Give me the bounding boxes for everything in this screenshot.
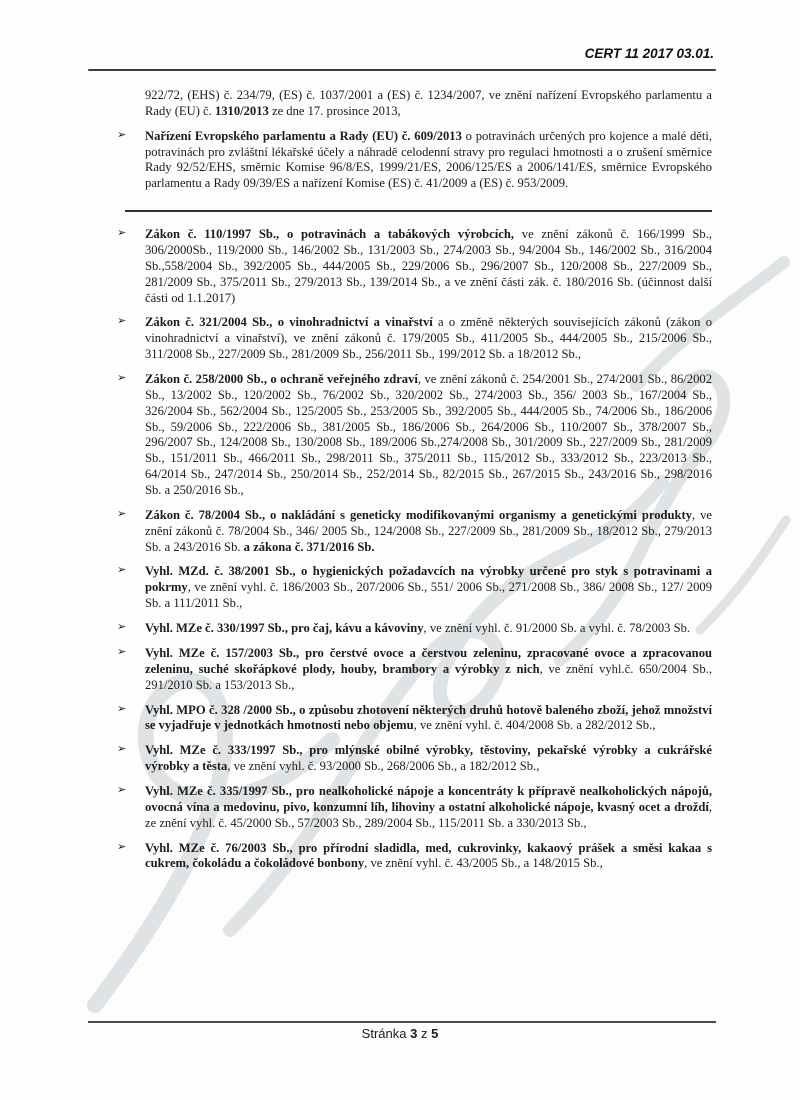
law-amendments-text: , ve znění vyhl. č. 91/2000 Sb. a vyhl. č. 78/2003 Sb.: [423, 621, 691, 636]
arrow-bullet-icon: ➢: [117, 743, 127, 756]
arrow-bullet-icon: ➢: [117, 315, 127, 328]
law-title-text: Vyhl. MZd. č. 38/2001 Sb., o hygienických požadavcích na výrobky určené pro styk s potravinami a pokrmy: [145, 564, 712, 595]
law-title-text: Zákon č. 321/2004 Sb., o vinohradnictví a vinařství: [145, 315, 433, 330]
document-body: [117, 88, 713, 1020]
list-item-text: [145, 227, 712, 304]
law-amendments-text: , ve znění vyhl. č. 186/2003 Sb., 207/2006 Sb., 551/ 2006 Sb., 271/2008 Sb., 386/ 2008 Sb., 127/ 2009 Sb. a 111/2011 Sb.,: [145, 580, 712, 611]
list-item-text: [145, 703, 712, 733]
law-amendments-text: , ve znění vyhl. č. 43/2005 Sb., a 148/2015 Sb.,: [364, 856, 603, 871]
list-item: [117, 372, 712, 499]
eu-regulation-list: [117, 128, 713, 192]
list-item: [117, 227, 712, 306]
list-item-text: [145, 315, 712, 361]
arrow-bullet-icon: ➢: [117, 621, 127, 634]
national-law-list: [117, 227, 712, 872]
law-title-text: Vyhl. MZe č. 330/1997 Sb., pro čaj, kávu a kávoviny: [145, 621, 424, 636]
arrow-bullet-icon: ➢: [117, 507, 127, 520]
section-separator: [125, 210, 712, 212]
law-title-text: Zákon č. 110/1997 Sb., o potravinách a tabákových výrobcích,: [145, 227, 515, 242]
list-item-text: [145, 564, 712, 610]
law-title-text: Zákon č. 78/2004 Sb., o nakládání s geneticky modifikovanými organismy a genetickými produkty: [145, 507, 693, 522]
list-item: [117, 783, 712, 832]
list-item: [117, 702, 712, 735]
list-item: [117, 564, 712, 612]
law-amendments-text: , ve znění vyhl. č. 93/2000 Sb., 268/2006 Sb., a 182/2012 Sb.,: [227, 759, 540, 774]
list-item-text: [145, 621, 690, 635]
list-item-text: [145, 784, 712, 830]
list-item-text: [145, 841, 712, 871]
list-item-text: [145, 372, 712, 497]
law-amendments-text: o potravinách určených pro kojence a malé děti, potravinách pro zvláštní lékařské účely a náhradě celodenní stravy pro regulaci hmotnosti a o zrušení směrnice Rady 92/52/EHS, směrnic Komise 96/8/ES, 1999/21/ES, 2006/125/ES a 2006/141/ES, směrnice Evropského parlamentu a Rady 09/39/ES a nařízení Komise (ES) č. 41/2009 a (ES) č. 953/2009.: [145, 128, 713, 191]
header-rule: [88, 69, 716, 71]
law-amendments-text: , ve znění zákonů č. 78/2004 Sb., 346/ 2005 Sb., 124/2008 Sb., 227/2009 Sb., 281/2009 Sb., 18/2012 Sb., 279/2013 Sb. a 243/2016 Sb.: [145, 507, 712, 554]
list-item: [117, 621, 712, 637]
law-title-text: Vyhl. MPO č. 328 /2000 Sb., o způsobu zhotovení některých druhů hotově baleného zboží, jehož množství se vyjadřuje v jednotkách hmotnosti nebo objemu: [145, 702, 712, 733]
arrow-bullet-icon: ➢: [117, 227, 127, 240]
list-item: [117, 128, 713, 192]
law-title-text: a zákona č. 371/2016 Sb.: [240, 539, 375, 554]
law-title-text: Vyhl. MZe č. 335/1997 Sb., pro nealkoholické nápoje a koncentráty k přípravě nealkoholických nápojů, ovocná vína a medovinu, pivo, konzumní líh, lihoviny a ostatní alkoholické nápoje, kvasný ocet a droždí: [145, 783, 712, 814]
law-amendments-text: , ze znění vyhl. č. 45/2000 Sb., 57/2003 Sb., 289/2004 Sb., 115/2011 Sb. a 330/2013 Sb.,: [145, 799, 712, 830]
law-amendments-text: ve znění zákonů č. 166/1999 Sb., 306/2000Sb., 119/2000 Sb., 146/2002 Sb., 131/2003 Sb., 274/2003 Sb., 94/2004 Sb., 146/2002 Sb., 316/2004 Sb.,558/2004 Sb., 392/2005 Sb., 444/2005 Sb., 229/2006 Sb., 296/2007 Sb., 120/2008 Sb., 227/2009 Sb., 281/2009 Sb., 375/2011 Sb., 279/2013 Sb., 139/2014 Sb., a ve znění části zák. č. 180/2016 Sb. (účinnost další části od 1.1.2017): [145, 227, 712, 305]
law-title-text: Vyhl. MZe č. 333/1997 Sb., pro mlýnské obilné výrobky, těstoviny, pekařské výrobky a cukrářské výrobky a těsta: [145, 743, 712, 774]
law-title-text: Vyhl. MZe č. 76/2003 Sb., pro přírodní sladidla, med, cukrovinky, kakaový prášek a směsi kakaa s cukrem, čokoládu a čokoládové bonbony: [145, 840, 712, 871]
arrow-bullet-icon: ➢: [117, 783, 127, 796]
arrow-bullet-icon: ➢: [117, 372, 127, 385]
current-page: 3: [410, 1026, 418, 1041]
list-item-text: [145, 646, 712, 692]
list-item: [117, 645, 712, 694]
list-item: [117, 507, 712, 556]
law-title-text: Vyhl. MZe č. 157/2003 Sb., pro čerstvé ovoce a čerstvou zeleninu, zpracované ovoce a zpracovanou zeleninu, suché skořápkové plody, houby, brambory a výrobky z nich: [145, 645, 712, 676]
arrow-bullet-icon: ➢: [117, 702, 127, 715]
law-amendments-text: a o změně některých souvisejících zákonů (zákon o vinohradnictví a vinařství), ve znění zákonů č. 179/2005 Sb., 411/2005 Sb., 444/2005 Sb., 215/2006 Sb., 311/2008 Sb., 227/2009 Sb., 281/2009 Sb., 256/2011 Sb., 199/2012 Sb. a 18/2012 Sb.,: [145, 315, 712, 362]
list-item: [117, 840, 712, 873]
arrow-bullet-icon: ➢: [117, 645, 127, 658]
page-number: [0, 1026, 800, 1041]
law-title-text: 1310/2013: [214, 103, 269, 118]
list-item: [117, 743, 712, 775]
law-amendments-text: 922/72, (EHS) č. 234/79, (ES) č. 1037/2001 a (ES) č. 1234/2007, ve znění nařízení Evropského parlamentu a Rady (EU) č.: [145, 88, 712, 118]
law-amendments-text: , ve znění vyhl.č. 650/2004 Sb., 291/2010 Sb. a 153/2013 Sb.,: [145, 661, 712, 692]
law-amendments-text: , ve znění zákonů č. 254/2001 Sb., 274/2001 Sb., 86/2002 Sb., 13/2002 Sb., 120/2002 Sb., 76/2002 Sb., 320/2002 Sb., 274/2003 Sb., 356/ 2003 Sb., 167/2004 Sb., 326/2004 Sb., 562/2004 Sb., 125/2005 Sb., 253/2005 Sb., 392/2005 Sb., 444/2005 Sb., 74/2006 Sb., 186/2006 Sb., 59/2006 Sb., 222/2006 Sb., 381/2005 Sb., 186/2006 Sb., 264/2006 Sb., 110/2007 Sb., 378/2007 Sb., 296/2007 Sb., 124/2008 Sb., 130/2008 Sb., 189/2006 Sb.,274/2008 Sb., 301/2009 Sb., 227/2009 Sb., 281/2009 Sb., 151/2011 Sb., 466/2011 Sb., 298/2011 Sb., 375/2011 Sb., 115/2012 Sb., 333/2012 Sb., 223/2013 Sb., 64/2014 Sb., 247/2014 Sb., 250/2014 Sb., 252/2014 Sb., 82/2015 Sb., 267/2015 Sb., 243/2016 Sb., 298/2016 Sb. a 250/2016 Sb.,: [145, 372, 712, 498]
arrow-bullet-icon: ➢: [117, 840, 127, 853]
list-item-text: [145, 508, 712, 554]
list-item: [117, 315, 712, 363]
law-title-text: Zákon č. 258/2000 Sb., o ochraně veřejného zdraví: [145, 372, 418, 387]
arrow-bullet-icon: ➢: [117, 564, 127, 577]
law-amendments-text: ze dne 17. prosince 2013,: [268, 103, 401, 118]
page-number-label: Stránka: [361, 1026, 407, 1041]
list-item-text: [145, 129, 712, 191]
document-code: CERT 11 2017 03.01.: [584, 46, 714, 61]
total-pages: 5: [431, 1026, 439, 1041]
law-title-text: Nařízení Evropského parlamentu a Rady (EU) č. 609/2013: [145, 128, 462, 143]
law-amendments-text: , ve znění vyhl. č. 404/2008 Sb. a 282/2012 Sb.,: [413, 718, 656, 733]
page-of-label: z: [420, 1026, 428, 1041]
list-item-text: [145, 743, 712, 773]
footer-rule: [88, 1021, 716, 1023]
continuation-paragraph: [145, 88, 712, 120]
arrow-bullet-icon: ➢: [117, 128, 127, 141]
